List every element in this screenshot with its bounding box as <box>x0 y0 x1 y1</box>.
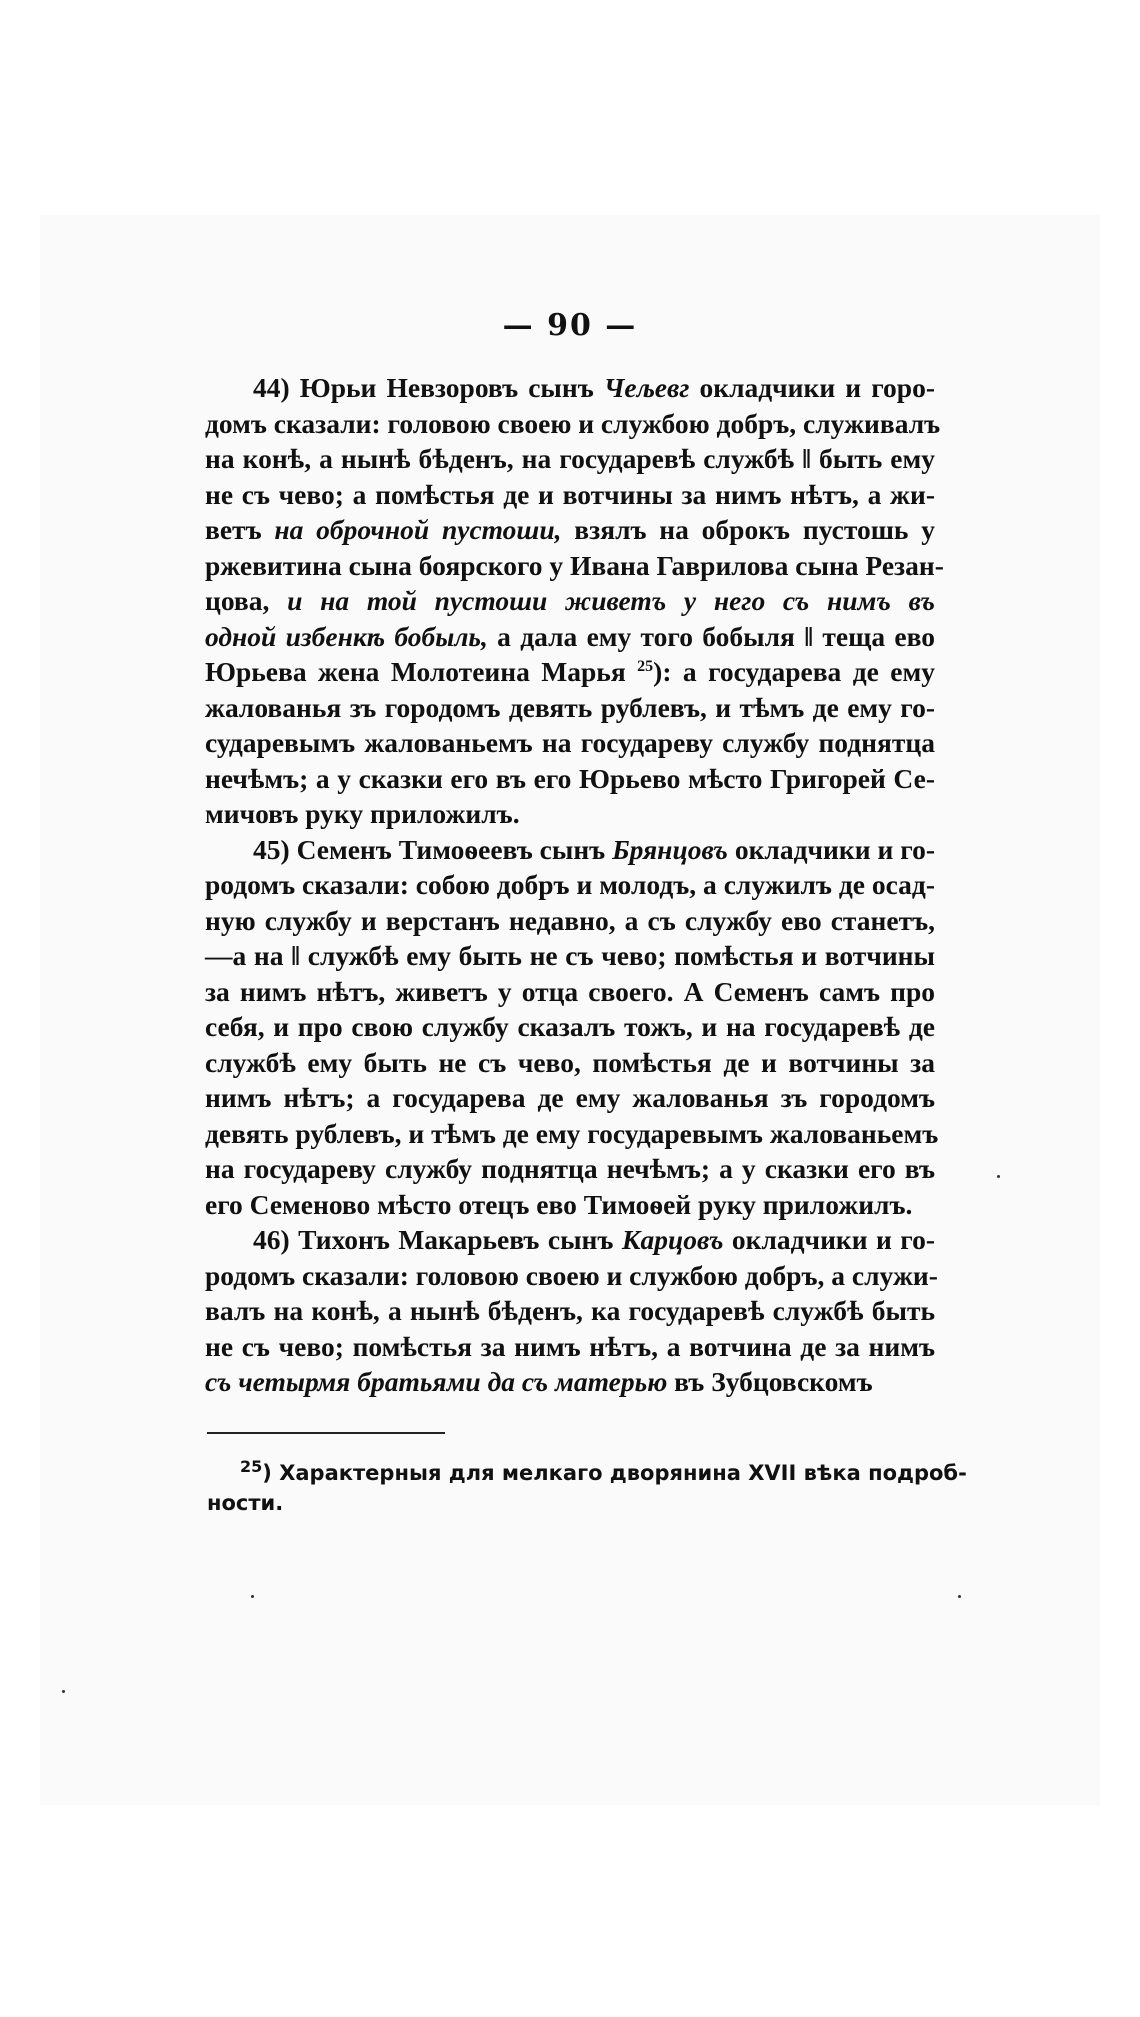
italic-text: одной избенкѣ бобыль, <box>205 620 488 652</box>
text-segment: не съ чево; а помѣстья де и вотчины за нимъ нѣтъ, а жи- <box>205 478 935 510</box>
text-segment: за нимъ нѣтъ, живетъ у отца своего. А Семенъ самъ про <box>205 975 935 1007</box>
paragraph <box>205 370 944 832</box>
text-line <box>205 1045 935 1081</box>
text-line <box>205 370 935 406</box>
footnote-marker: 25 <box>240 1457 263 1476</box>
text-segment: родомъ сказали: собою добръ и молодъ, а служилъ де осад- <box>205 869 935 900</box>
text-line <box>205 583 935 619</box>
text-segment: родомъ сказали: головою своею и службою добръ, а служи- <box>205 1259 938 1291</box>
text-line <box>205 406 941 442</box>
text-segment: 45) Семенъ Тимоѳеевъ сынъ <box>253 833 613 865</box>
paragraph <box>205 1222 938 1400</box>
footnote-line <box>207 1488 935 1518</box>
text-segment: цова, <box>205 585 288 616</box>
scan-speck <box>997 1175 1000 1178</box>
text-segment: ную службу и верстанъ недавно, а съ службу ево станетъ, <box>205 904 935 936</box>
text-line <box>205 1009 935 1045</box>
text-segment: домъ сказали: головою своею и службою добръ, служивалъ <box>205 407 941 439</box>
text-segment: окладчики и го- <box>727 833 935 865</box>
text-line <box>205 477 935 513</box>
italic-text: на оброчной пустоши, <box>274 514 562 545</box>
text-segment: а дала ему того бобыля ‖ теща ево <box>487 620 936 652</box>
scan-speck <box>62 1690 65 1693</box>
text-segment: окладчики и го- <box>723 1224 935 1255</box>
text-line <box>205 548 944 584</box>
text-segment: нечѣмъ; а у сказки его въ его Юрьево мѣсто Григорей Се- <box>205 762 935 794</box>
paragraph <box>205 832 939 1223</box>
footnote-line <box>240 1457 967 1488</box>
page-number: — 90 — <box>502 308 638 343</box>
text-segment: взялъ на оброкъ пустошь у <box>561 514 935 545</box>
footnote-reference: 25 <box>637 657 654 675</box>
text-line <box>205 1364 935 1400</box>
text-segment: жалованья зъ городомъ девять рублевъ, и тѣмъ де ему го- <box>205 691 935 723</box>
text-segment: службѣ ему быть не съ чево, помѣстья де и вотчины за <box>205 1046 935 1078</box>
text-segment: девять рублевъ, и тѣмъ де ему государевымъ жалованьемъ <box>205 1117 939 1149</box>
scan-speck <box>958 1595 961 1598</box>
text-line <box>205 832 935 868</box>
text-line <box>205 512 935 548</box>
text-segment: на государеву службу поднятца нечѣмъ; а у сказки его въ <box>205 1153 935 1184</box>
text-line <box>205 796 935 832</box>
italic-text: и на той пустоши живетъ у него съ нимъ въ <box>287 585 935 616</box>
text-line <box>205 441 935 477</box>
text-line <box>205 1293 935 1329</box>
text-segment: окладчики и горо- <box>689 372 935 403</box>
text-segment: на конѣ, а нынѣ бѣденъ, на государевѣ службѣ ‖ быть ему <box>205 443 935 474</box>
text-line <box>205 974 935 1010</box>
text-line <box>205 690 935 726</box>
text-line <box>205 1080 935 1116</box>
footnote-divider <box>207 1432 445 1434</box>
text-line <box>205 1329 935 1365</box>
text-segment: въ Зубцовскомъ <box>667 1366 873 1397</box>
text-segment: 46) Тихонъ Макарьевъ сынъ <box>253 1224 622 1255</box>
footnote-text: ности. <box>207 1491 284 1515</box>
scan-speck <box>251 1595 254 1598</box>
text-segment: нимъ нѣтъ; а государева де ему жалованья зъ городомъ <box>205 1082 935 1113</box>
text-segment: Юрьева жена Молотеина Марья <box>205 656 638 687</box>
text-line <box>205 1187 935 1223</box>
text-segment: сударевымъ жалованьемъ на государеву службу поднятца <box>205 727 935 758</box>
text-segment: его Семеново мѣсто отецъ ево Тимоѳей руку приложилъ. <box>205 1188 913 1220</box>
main-text <box>205 370 944 1400</box>
text-line <box>205 867 935 903</box>
footnote <box>207 1457 967 1518</box>
footnote-text: Характерныя для мелкаго дворянина XVII вѣка подроб- <box>279 1461 967 1485</box>
text-line <box>205 938 935 974</box>
text-segment: себя, и про свою службу сказалъ тожъ, и на государевѣ де <box>205 1011 935 1042</box>
text-line <box>205 903 935 939</box>
text-line <box>205 761 935 797</box>
text-segment: ветъ <box>205 514 275 545</box>
text-segment: 44) Юрьи Невзоровъ сынъ <box>253 372 604 403</box>
text-segment: не съ чево; помѣстья за нимъ нѣтъ, а вотчина де за нимъ <box>205 1330 935 1362</box>
text-segment: ): а государева де ему <box>653 656 935 687</box>
text-line <box>205 725 935 761</box>
italic-text: Брянцовъ <box>612 833 728 865</box>
italic-text: съ четырмя братьями да съ матерью <box>205 1366 668 1397</box>
text-segment: валъ на конѣ, а нынѣ бѣденъ, ка государевѣ службѣ быть <box>205 1295 935 1326</box>
text-line <box>205 1151 935 1187</box>
italic-text: Чељевг <box>603 372 690 403</box>
text-segment: —а на ‖ службѣ ему быть не съ чево; помѣстья и вотчины <box>205 940 935 971</box>
text-segment: мичовъ руку приложилъ. <box>205 798 520 829</box>
text-line <box>205 619 935 655</box>
text-line <box>205 654 935 690</box>
text-line <box>205 1258 938 1294</box>
footnote-paren: ) <box>262 1461 280 1485</box>
text-line <box>205 1116 939 1152</box>
text-segment: ржевитина сына боярского у Ивана Гаврилова сына Резан- <box>205 549 944 581</box>
text-line <box>205 1222 935 1258</box>
italic-text: Карцовъ <box>621 1224 724 1255</box>
